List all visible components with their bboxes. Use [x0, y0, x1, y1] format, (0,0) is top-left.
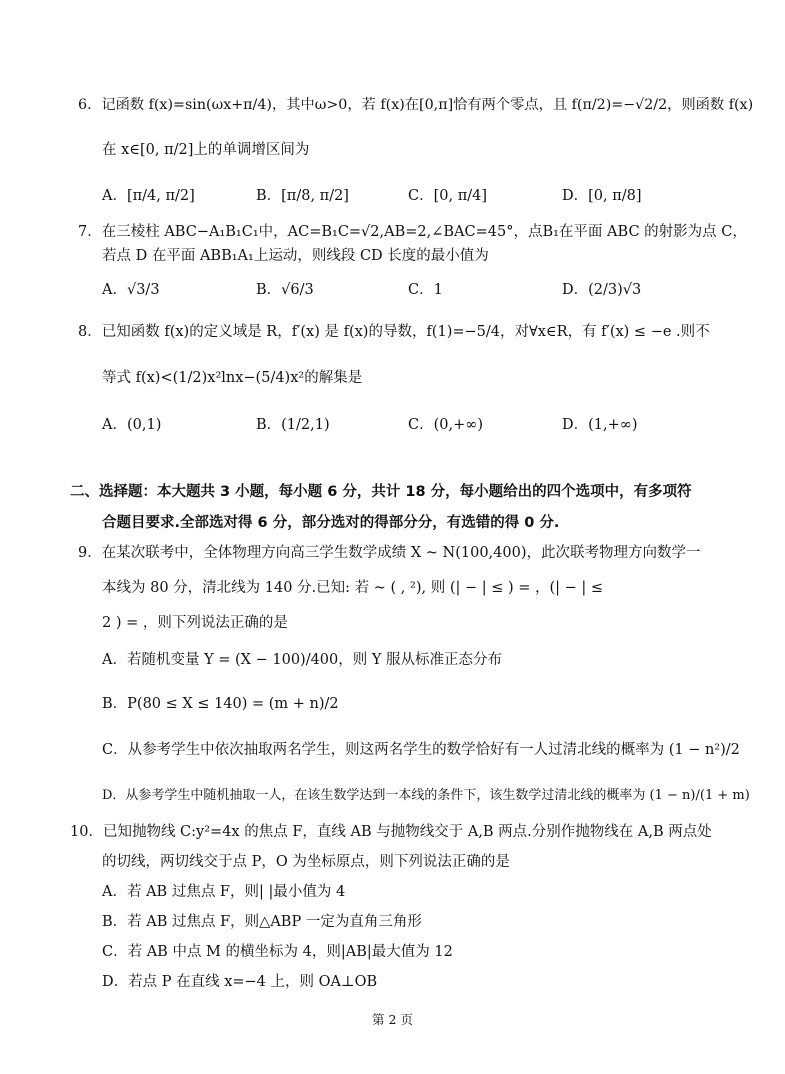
q6-line1: 6．记函数 f(x)=sin(ωx+π/4)，其中ω>0，若 f(x)在[0,π]恰有两个零点，且 f(π/2)=−√2/2，则函数 f(x): [78, 97, 754, 113]
q9-option-d: D．从参考学生中随机抽取一人，在该生数学达到一本线的条件下，该生数学过清北线的概率为 (1 − n)/(1 + m): [102, 788, 750, 803]
q10-option-d: D．若点 P 在直线 x=−4 上，则 OA⊥OB: [102, 974, 378, 990]
q7-option-b: B．√6/3: [256, 282, 314, 298]
q7-option-d: D．(2/3)√3: [562, 282, 642, 298]
q9-option-b: B．P(80 ≤ X ≤ 140) = (m + n)/2: [102, 696, 339, 712]
q10-line1: 10．已知抛物线 C:y²=4x 的焦点 F，直线 AB 与抛物线交于 A,B 两点.分别作抛物线在 A,B 两点处: [70, 824, 712, 840]
q6-option-d: D．[0, π/8]: [562, 188, 642, 204]
q10-line2: 的切线，两切线交于点 P，O 为坐标原点，则下列说法正确的是: [102, 854, 510, 870]
q10-option-c: C．若 AB 中点 M 的横坐标为 4，则|AB|最大值为 12: [102, 944, 453, 960]
q8-line2: 等式 f(x)<(1/2)x²lnx−(5/4)x²的解集是: [102, 370, 363, 386]
q7-line2: 若点 D 在平面 ABB₁A₁上运动，则线段 CD 长度的最小值为: [102, 248, 489, 264]
q9-line1: 9．在某次联考中，全体物理方向高三学生数学成绩 X ~ N(100,400)，此次联考物理方向数学一: [78, 545, 701, 561]
section2-header-line1: 二、选择题：本大题共 3 小题，每小题 6 分，共计 18 分，每小题给出的四个选项中，有多项符: [70, 484, 692, 500]
q7-line1: 7．在三棱柱 ABC−A₁B₁C₁中，AC=B₁C=√2,AB=2,∠BAC=45°，点B₁在平面 ABC 的射影为点 C，: [78, 224, 747, 240]
q9-line2: 本线为 80 分，清北线为 140 分.已知: 若 ~ ( , ²), 则 (| − | ≤ ) = ，(| − | ≤: [102, 580, 604, 596]
q10-option-b: B．若 AB 过焦点 F，则△ABP 一定为直角三角形: [102, 914, 422, 930]
q9-line3: 2 ) = ，则下列说法正确的是: [102, 615, 288, 631]
q9-option-a: A．若随机变量 Y = (X − 100)/400，则 Y 服从标准正态分布: [102, 652, 503, 668]
q7-option-a: A．√3/3: [102, 282, 160, 298]
q10-option-a: A．若 AB 过焦点 F，则| |最小值为 4: [102, 884, 346, 900]
section2-header-line2: 合题目要求.全部选对得 6 分，部分选对的得部分分，有选错的得 0 分.: [102, 515, 560, 531]
q8-option-b: B．(1/2,1): [256, 417, 330, 433]
q8-option-a: A．(0,1): [102, 417, 162, 433]
q6-option-b: B．[π/8, π/2]: [256, 188, 349, 204]
q6-option-c: C．[0, π/4]: [408, 188, 487, 204]
q6-line2: 在 x∈[0, π/2]上的单调增区间为: [102, 142, 310, 158]
q9-option-c: C．从参考学生中依次抽取两名学生，则这两名学生的数学恰好有一人过清北线的概率为 (1 − n²)/2: [102, 742, 740, 758]
q8-option-c: C．(0,+∞): [408, 417, 483, 433]
page-number: 第 2 页: [372, 1012, 413, 1027]
q7-option-c: C．1: [408, 282, 443, 298]
q8-option-d: D．(1,+∞): [562, 417, 638, 433]
q6-option-a: A．[π/4, π/2]: [102, 188, 195, 204]
q8-line1: 8．已知函数 f(x)的定义域是 R，f′(x) 是 f(x)的导数，f(1)=−5/4，对∀x∈R，有 f′(x) ≤ −e .则不: [78, 324, 710, 340]
